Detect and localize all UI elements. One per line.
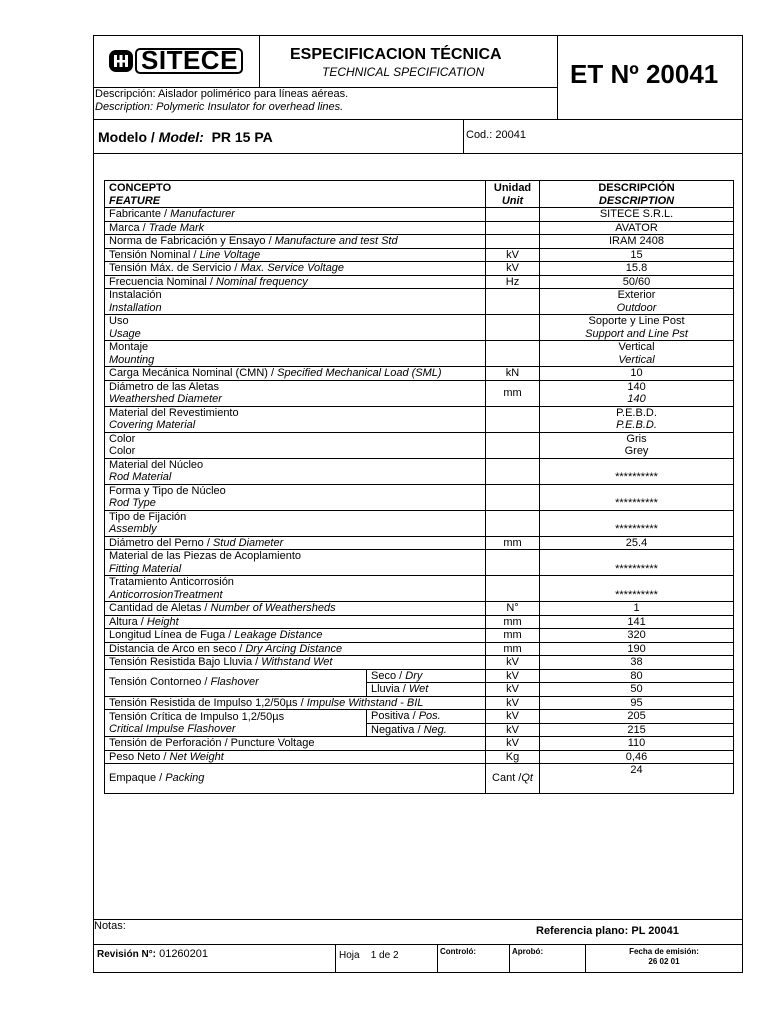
table-row <box>105 341 734 367</box>
concept-cell <box>105 696 486 710</box>
concept-es: Altura / <box>109 615 147 628</box>
logo-mark-icon <box>108 46 134 76</box>
concept-en: Stud Diameter <box>212 536 284 549</box>
description-cell <box>540 458 734 484</box>
document-title: ESPECIFICACION TÉCNICA <box>290 46 502 63</box>
concept-cell <box>105 315 486 341</box>
description-cell: 50/60 <box>540 275 734 289</box>
concept-cell <box>105 750 486 764</box>
redacted-value: ********** <box>615 562 658 575</box>
sub-en: Neg. <box>423 723 447 736</box>
unit-en: Qt <box>521 772 533 785</box>
concept-en: Leakage Distance <box>234 629 323 641</box>
sub-es: Seco / <box>371 669 406 682</box>
unit-cell <box>486 221 540 235</box>
description-cell: 141 <box>540 615 734 629</box>
redacted-value: ********** <box>615 471 658 483</box>
concept-es: Diámetro del Perno / <box>109 536 213 549</box>
concept-en: Covering Material <box>109 419 196 431</box>
sub-en: Wet <box>408 683 429 695</box>
table-row <box>105 380 734 406</box>
concept-en: Rod Material <box>109 471 172 483</box>
table-row <box>105 710 734 724</box>
concept-en: Specified Mechanical Load (SML) <box>277 367 442 379</box>
concept-en: Packing <box>165 772 205 785</box>
concept-cell <box>105 656 486 670</box>
model-divider <box>463 119 464 153</box>
unit-cell <box>486 484 540 510</box>
table-row <box>105 315 734 341</box>
unit-cell: kV <box>486 737 540 751</box>
concept-cell <box>105 432 486 458</box>
concept-en: Impulse Withstand - BIL <box>306 696 424 709</box>
concept-en: Color <box>109 445 136 457</box>
sub-concept-cell <box>367 669 486 683</box>
description-cell <box>540 550 734 576</box>
description-cell: 15.8 <box>540 262 734 276</box>
concept-cell <box>105 710 367 737</box>
concept-en: Height <box>146 615 179 628</box>
table-row <box>105 642 734 656</box>
concept-es: Cantidad de Aletas / <box>109 602 211 614</box>
concept-es: Material del Revestimiento <box>109 406 239 419</box>
unit-cell: kN <box>486 367 540 381</box>
table-row <box>105 208 734 222</box>
description-cell <box>540 576 734 602</box>
concept-en: Net Weight <box>169 750 224 763</box>
unit-cell: kV <box>486 710 540 724</box>
issue-label: Fecha de emisión: <box>629 947 699 956</box>
description-cell: AVATOR <box>540 221 734 235</box>
concept-es: Material del Núcleo <box>109 458 204 471</box>
concept-cell <box>105 550 486 576</box>
sheet <box>339 950 399 961</box>
description-cell: 215 <box>540 723 734 737</box>
sub-es: Lluvia / <box>371 683 409 695</box>
unit-cell: mm <box>486 629 540 643</box>
description-cell: 25.4 <box>540 536 734 550</box>
header-feature: FEATURE <box>109 194 161 207</box>
header-divider-logo <box>259 35 260 88</box>
concept-en: Manufacturer <box>170 208 235 220</box>
reference-plano: Referencia plano: PL 20041 <box>536 925 679 937</box>
table-row <box>105 484 734 510</box>
unit-cell: mm <box>486 536 540 550</box>
unit-cell: mm <box>486 380 540 406</box>
concept-es: Uso <box>109 315 129 327</box>
table-row <box>105 289 734 315</box>
footer-line-2 <box>93 944 743 945</box>
header-unit: Unit <box>501 194 524 207</box>
description-cell: 1 <box>540 602 734 616</box>
table-row <box>105 221 734 235</box>
concept-en: Rod Type <box>109 497 156 509</box>
table-row <box>105 235 734 249</box>
unit-cell: kV <box>486 656 540 670</box>
concept-en: Fitting Material <box>109 562 182 575</box>
unit-cell: kV <box>486 683 540 697</box>
approved-label: Aprobó: <box>512 947 544 956</box>
table-row <box>105 248 734 262</box>
concept-cell <box>105 629 486 643</box>
unit-cell: kV <box>486 669 540 683</box>
concept-cell <box>105 235 486 249</box>
sub-concept-cell <box>367 723 486 737</box>
concept-en: Manufacture and test Std <box>274 235 398 247</box>
header-descripcion: DESCRIPCIÓN <box>598 182 675 194</box>
description-cell <box>540 484 734 510</box>
description-value-en: P.E.B.D. <box>616 419 657 431</box>
concept-es: Carga Mecánica Nominal (CMN) / <box>109 367 278 379</box>
description-value-en: Support and Line Pst <box>585 327 688 340</box>
concept-cell <box>105 458 486 484</box>
description-cell <box>540 432 734 458</box>
concept-cell <box>105 576 486 602</box>
description-cell: 110 <box>540 737 734 751</box>
table-header-row <box>105 181 734 208</box>
unit-cell <box>486 458 540 484</box>
unit-cell <box>486 406 540 432</box>
description-value: Vertical <box>618 341 655 353</box>
description-cell: 320 <box>540 629 734 643</box>
concept-en: Installation <box>109 301 162 314</box>
logo-text: SITECE <box>141 45 238 75</box>
description-value: Gris <box>626 432 647 445</box>
concept-es: Tensión Resistida Bajo Lluvia / <box>109 656 262 668</box>
description-cell: 205 <box>540 710 734 724</box>
concept-en: Line Voltage <box>199 248 261 261</box>
concept-en: Flashover <box>210 676 259 689</box>
unit-cell <box>486 315 540 341</box>
unit-cell <box>486 341 540 367</box>
concept-es: Montaje <box>109 341 149 353</box>
description-value: Exterior <box>617 289 656 301</box>
concept-en: Assembly <box>109 523 157 535</box>
description-value-en: Vertical <box>618 353 655 366</box>
sheet-value: 1 de 2 <box>370 950 399 961</box>
concept-es: Tensión Máx. de Servicio / <box>109 262 241 274</box>
description-cell: 0,46 <box>540 750 734 764</box>
description-cell: 10 <box>540 367 734 381</box>
table-row <box>105 764 734 794</box>
concept-es: Peso Neto / <box>109 750 170 763</box>
concept-cell <box>105 221 486 235</box>
table-row <box>105 750 734 764</box>
table-row <box>105 656 734 670</box>
description-value: Soporte y Line Post <box>588 315 685 327</box>
redacted-value: ********** <box>615 497 658 509</box>
table-row <box>105 367 734 381</box>
unit-cell: kV <box>486 723 540 737</box>
concept-es: Diámetro de las Aletas <box>109 380 220 393</box>
unit-cell: kV <box>486 248 540 262</box>
concept-cell <box>105 669 367 696</box>
concept-en: AnticorrosionTreatment <box>109 588 223 601</box>
header-unidad: Unidad <box>493 182 532 194</box>
table-row <box>105 275 734 289</box>
table-row <box>105 602 734 616</box>
concept-cell <box>105 289 486 315</box>
unit-cell <box>486 235 540 249</box>
redacted-value: ********** <box>615 523 658 535</box>
unit-cell <box>486 208 540 222</box>
concept-es: Color <box>109 432 136 445</box>
description-cell <box>540 341 734 367</box>
concept-cell <box>105 602 486 616</box>
sub-en: Pos. <box>418 710 441 722</box>
table-row <box>105 696 734 710</box>
model-label-es: Modelo / <box>98 129 159 145</box>
concept-es: Marca / <box>109 221 149 234</box>
table-row <box>105 510 734 536</box>
concept-es: Tensión Contorneo / <box>109 676 211 689</box>
unit-cell: kV <box>486 262 540 276</box>
concept-cell <box>105 275 486 289</box>
concept-en: Weathershed Diameter <box>109 393 222 405</box>
redacted-value: ********** <box>615 588 658 601</box>
concept-en: Max. Service Voltage <box>240 262 344 274</box>
description-cell <box>540 380 734 406</box>
concept-es: Frecuencia Nominal / <box>109 275 216 288</box>
revision-label: Revisión N°: <box>97 949 157 960</box>
unit-cell: mm <box>486 615 540 629</box>
unit-cell <box>486 289 540 315</box>
sub-en: Dry <box>405 669 423 682</box>
description-cell: 24 <box>540 764 734 794</box>
concept-es: Tratamiento Anticorrosión <box>109 576 234 588</box>
sub-concept-cell <box>367 683 486 697</box>
unit-cell <box>486 576 540 602</box>
concept-en: Nominal frequency <box>216 275 308 288</box>
description-cell: IRAM 2408 <box>540 235 734 249</box>
table-row <box>105 576 734 602</box>
table-row <box>105 536 734 550</box>
issue-value: 26 02 01 <box>648 957 680 966</box>
concept-es: Forma y Tipo de Núcleo <box>109 484 226 497</box>
unit-cell <box>486 764 540 794</box>
concept-cell <box>105 406 486 432</box>
cod: Cod.: 20041 <box>466 129 526 141</box>
table-row <box>105 550 734 576</box>
description-cell <box>540 510 734 536</box>
concept-cell <box>105 536 486 550</box>
description-value: 140 <box>627 380 646 393</box>
description-value-en: Grey <box>624 445 649 457</box>
header-line-2 <box>93 119 743 120</box>
sub-es: Negativa / <box>371 723 424 736</box>
concept-cell <box>105 615 486 629</box>
description-cell: 80 <box>540 669 734 683</box>
concept-es: Instalación <box>109 289 162 301</box>
concept-es: Tensión Nominal / <box>109 248 200 261</box>
sub-es: Positiva / <box>371 710 419 722</box>
concept-cell <box>105 642 486 656</box>
description-cell <box>540 289 734 315</box>
concept-es: Tensión Resistida de Impulso 1,2/50µs / <box>109 696 307 709</box>
sitece-logo <box>108 46 244 76</box>
notes-label: Notas: <box>94 920 126 932</box>
description-cell: 15 <box>540 248 734 262</box>
model-value: PR 15 PA <box>211 129 273 145</box>
concept-es: Material de las Piezas de Acoplamiento <box>109 550 301 562</box>
description-value-en: 140 <box>627 393 646 405</box>
footer-div-2 <box>437 944 438 973</box>
footer-div-3 <box>509 944 510 973</box>
table-row <box>105 737 734 751</box>
unit-cell: Hz <box>486 275 540 289</box>
concept-cell <box>105 484 486 510</box>
concept-en: Number of Weathersheds <box>210 602 336 614</box>
unit-cell: mm <box>486 642 540 656</box>
et-number: ET Nº 20041 <box>570 59 719 89</box>
concept-cell <box>105 510 486 536</box>
model-label-en: Model: <box>158 129 204 145</box>
concept-cell <box>105 380 486 406</box>
concept-cell <box>105 208 486 222</box>
footer-div-1 <box>335 944 336 973</box>
description-cell: 50 <box>540 683 734 697</box>
concept-en: Withstand Wet <box>261 656 333 668</box>
description-cell: 95 <box>540 696 734 710</box>
spec-table <box>104 180 734 794</box>
revision <box>97 948 208 960</box>
description-cell <box>540 315 734 341</box>
concept-es: Fabricante / <box>109 208 171 220</box>
concept-en: Critical Impulse Flashover <box>109 723 236 735</box>
revision-value: 01260201 <box>159 948 209 960</box>
description-cell: 38 <box>540 656 734 670</box>
sheet-label: Hoja <box>339 950 360 961</box>
concept-en: Dry Arcing Distance <box>245 642 343 655</box>
concept-en: Trade Mark <box>148 221 205 234</box>
description-en: Description: Polymeric Insulator for overhead lines. <box>95 101 344 113</box>
unit-cell <box>486 510 540 536</box>
footer-line-1 <box>93 919 743 920</box>
unit-cell: kV <box>486 696 540 710</box>
concept-en: Usage <box>109 327 141 340</box>
header-divider-et <box>557 35 558 120</box>
concept-es: Norma de Fabricación y Ensayo / <box>109 235 275 247</box>
unit-cell: N° <box>486 602 540 616</box>
table-row <box>105 669 734 683</box>
unit-cell: Kg <box>486 750 540 764</box>
header-concept: CONCEPTO <box>109 182 172 194</box>
concept-en: Mounting <box>109 353 155 366</box>
sub-concept-cell <box>367 710 486 724</box>
concept-es: Tensión Crítica de Impulso 1,2/50µs <box>109 710 285 723</box>
concept-cell <box>105 367 486 381</box>
concept-es: Empaque / <box>109 772 166 785</box>
description-cell: 190 <box>540 642 734 656</box>
header-line-3 <box>93 153 743 154</box>
description-value: P.E.B.D. <box>616 406 657 419</box>
table-row <box>105 615 734 629</box>
table-row <box>105 432 734 458</box>
table-row <box>105 458 734 484</box>
concept-es: Distancia de Arco en seco / <box>109 642 246 655</box>
description-cell: SITECE S.R.L. <box>540 208 734 222</box>
table-row <box>105 262 734 276</box>
description-es: Descripción: Aislador polimérico para líneas aéreas. <box>95 88 349 100</box>
concept-cell <box>105 341 486 367</box>
concept-cell <box>105 764 486 794</box>
header-description: DESCRIPTION <box>598 194 675 207</box>
description-cell <box>540 406 734 432</box>
unit-es: Cant / <box>492 772 522 785</box>
model-label <box>98 129 273 145</box>
table-row <box>105 629 734 643</box>
document-subtitle: TECHNICAL SPECIFICATION <box>322 65 485 79</box>
controlled-label: Controló: <box>440 947 476 956</box>
concept-es: Tipo de Fijación <box>109 510 187 523</box>
concept-cell <box>105 248 486 262</box>
concept-cell <box>105 262 486 276</box>
concept-cell: Tensión de Perforación / Puncture Voltage <box>105 737 486 751</box>
concept-es: Longitud Línea de Fuga / <box>109 629 235 641</box>
description-value-en: Outdoor <box>616 301 657 314</box>
unit-cell <box>486 550 540 576</box>
table-row <box>105 406 734 432</box>
unit-cell <box>486 432 540 458</box>
